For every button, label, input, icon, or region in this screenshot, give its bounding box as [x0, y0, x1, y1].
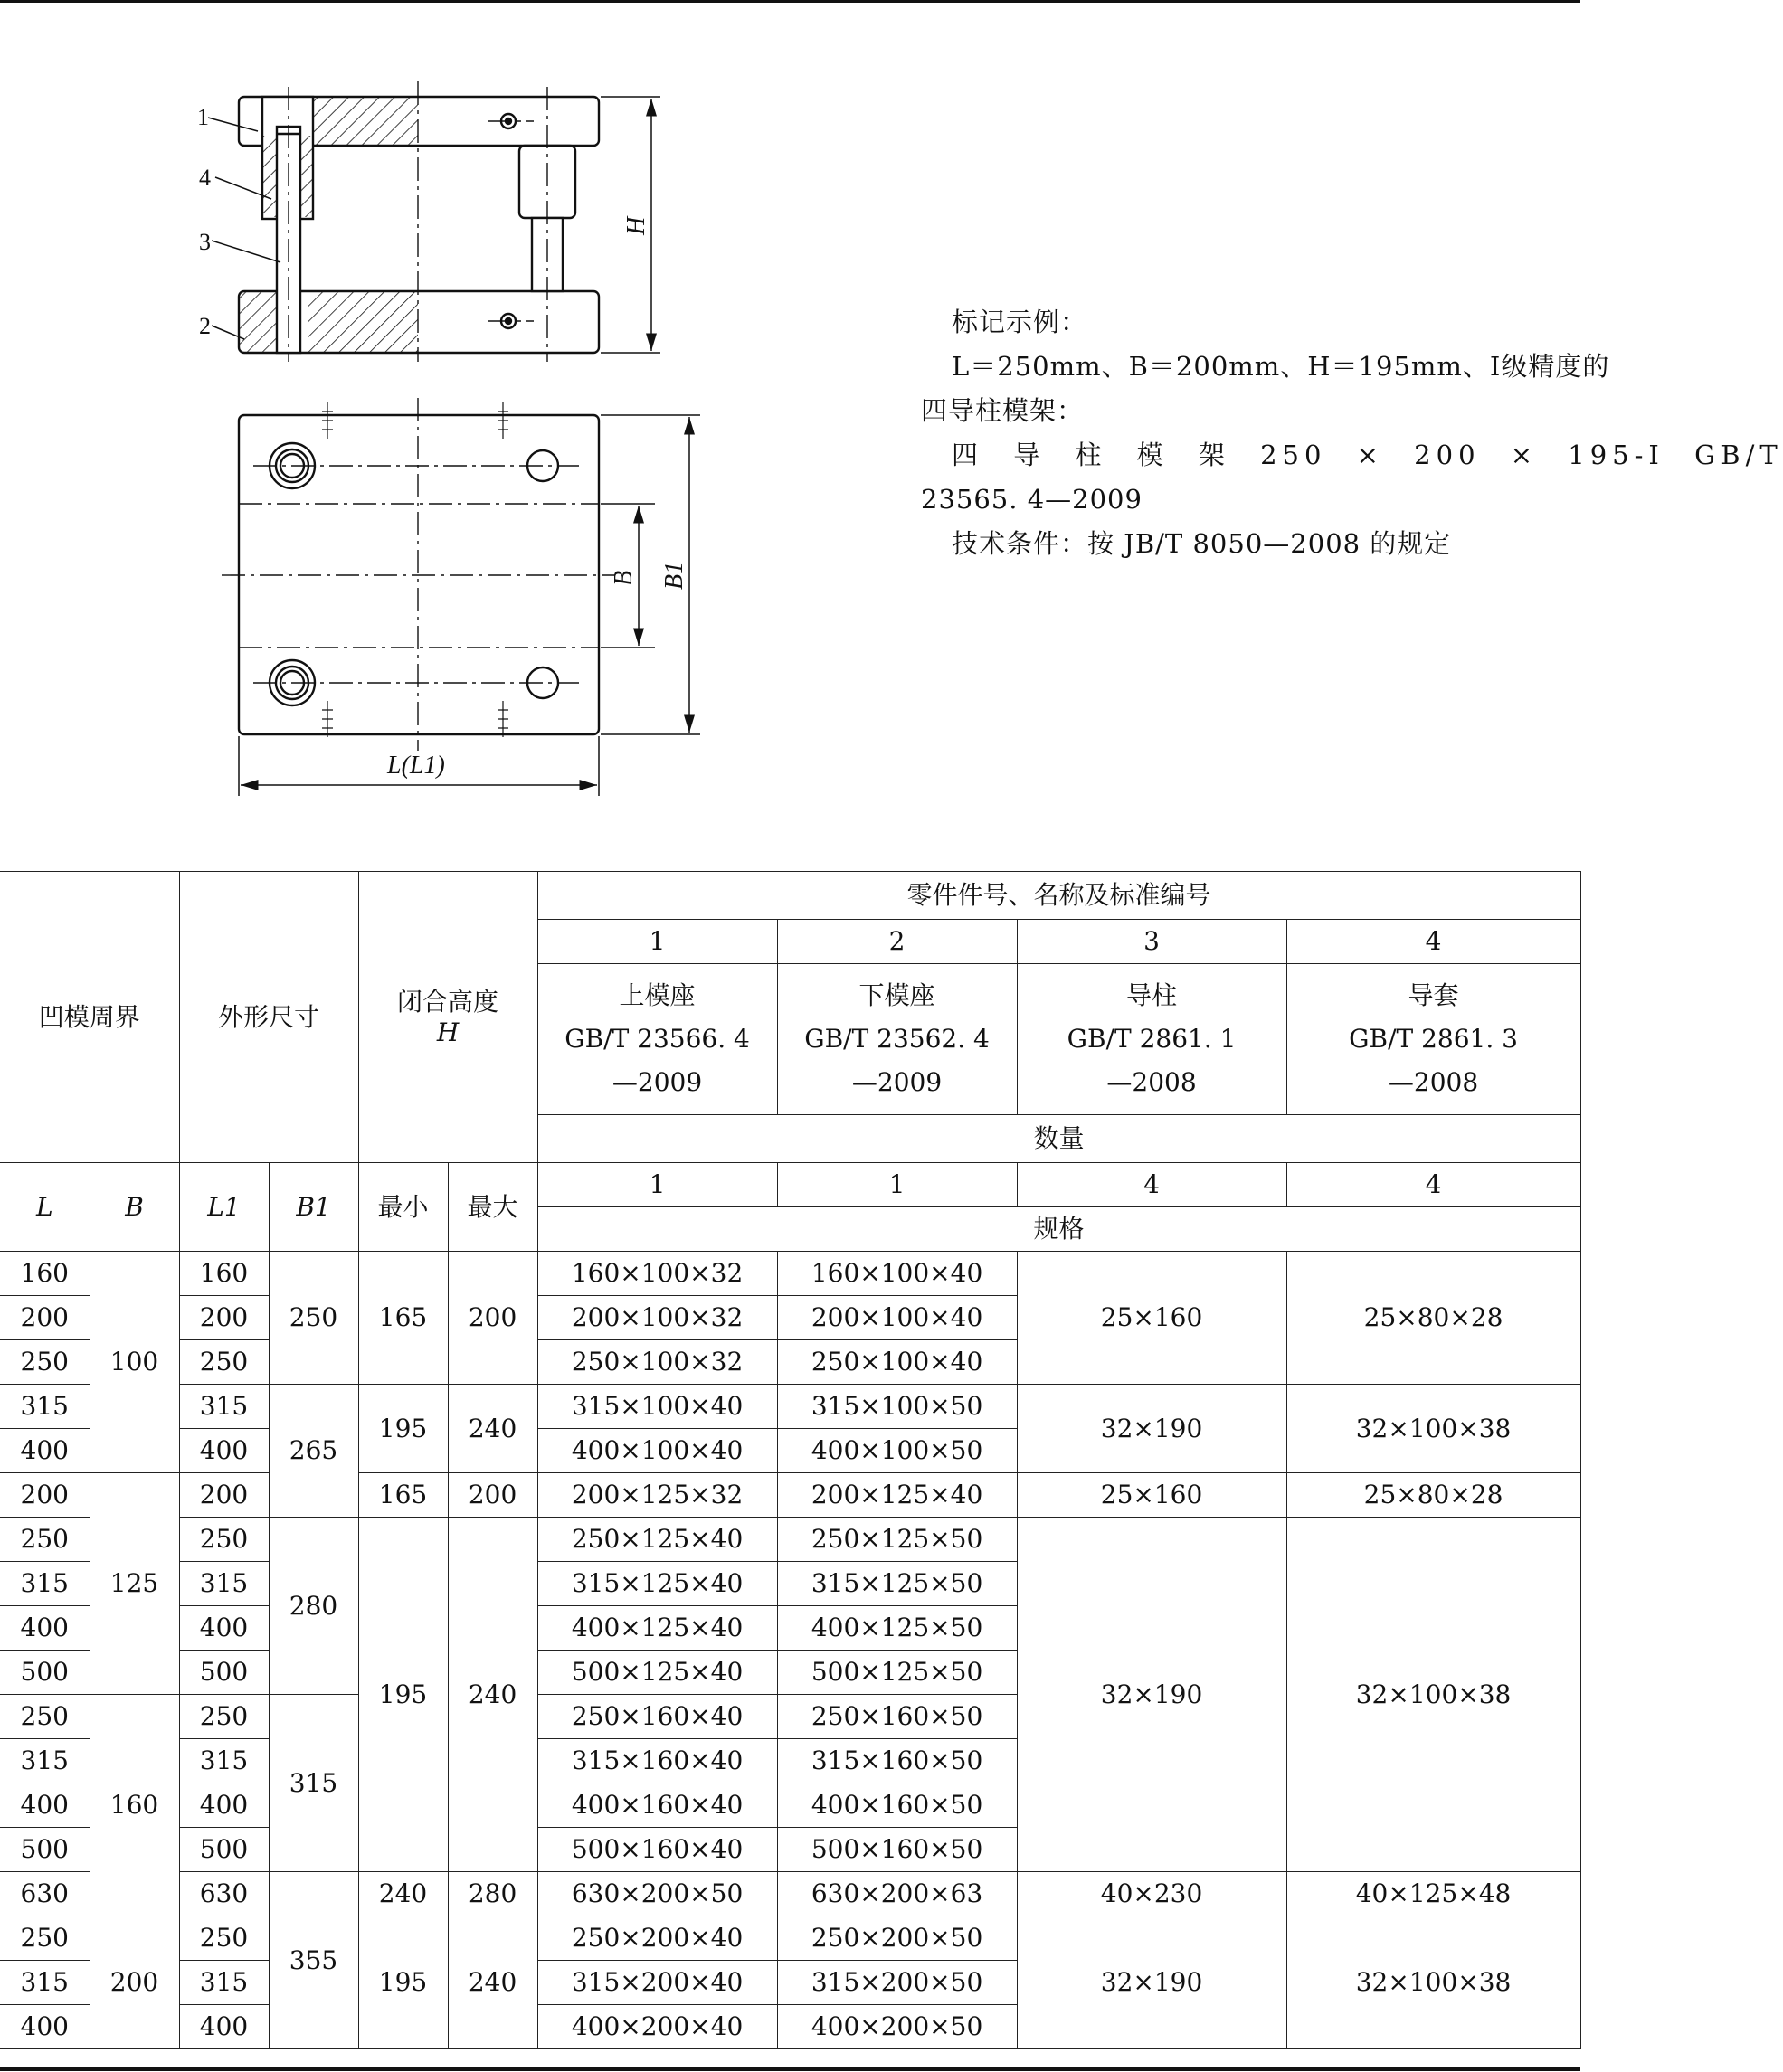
cell-bush: 25×80×28 — [1286, 1473, 1580, 1518]
cell-upper: 200×100×32 — [537, 1296, 777, 1340]
bottom-rule — [0, 2067, 1580, 2071]
die-set-drawing — [0, 0, 905, 814]
header-spec: 规格 — [537, 1207, 1580, 1252]
front-view — [239, 97, 599, 353]
cell-upper: 250×200×40 — [537, 1916, 777, 1961]
header-parts: 零件件号、名称及标准编号 — [537, 872, 1580, 920]
cell-l: 250 — [0, 1518, 90, 1562]
part-std: GB/T 23562. 4 — [804, 1024, 990, 1054]
sub-header-b: B — [90, 1163, 179, 1252]
cell-bush: 32×100×38 — [1286, 1518, 1580, 1872]
cell-lower: 500×160×50 — [777, 1828, 1017, 1872]
spec-table — [0, 871, 1581, 2049]
cell-hmin: 195 — [358, 1385, 448, 1473]
cell-hmax: 280 — [448, 1872, 537, 1916]
part-name-cell — [1286, 964, 1580, 1115]
cell-l: 160 — [0, 1252, 90, 1296]
cell-upper: 160×100×32 — [537, 1252, 777, 1296]
callout-3: 3 — [199, 229, 211, 255]
header-closed-height — [358, 872, 537, 1163]
cell-pillar: 25×160 — [1017, 1473, 1286, 1518]
cell-hmin: 195 — [358, 1518, 448, 1872]
cell-hmin: 165 — [358, 1473, 448, 1518]
table-row — [0, 1518, 1580, 1562]
cell-bush: 25×80×28 — [1286, 1252, 1580, 1385]
cell-b: 125 — [90, 1473, 179, 1695]
table-row — [0, 1252, 1580, 1296]
cell-l: 400 — [0, 1429, 90, 1473]
cell-upper: 500×160×40 — [537, 1828, 777, 1872]
cell-lower: 400×125×50 — [777, 1606, 1017, 1651]
cell-upper: 315×100×40 — [537, 1385, 777, 1429]
marking-line-4: 23565. 4—2009 — [921, 484, 1143, 515]
cell-upper: 250×100×32 — [537, 1340, 777, 1385]
cell-lower: 400×200×50 — [777, 2005, 1017, 2049]
cell-l: 250 — [0, 1916, 90, 1961]
table-row — [0, 1385, 1580, 1429]
cell-pillar: 32×190 — [1017, 1518, 1286, 1872]
cell-lower: 250×100×40 — [777, 1340, 1017, 1385]
cell-upper: 630×200×50 — [537, 1872, 777, 1916]
part-year: —2009 — [612, 1067, 703, 1097]
part-std: GB/T 23566. 4 — [564, 1024, 750, 1054]
part-name: 下模座 — [858, 980, 935, 1010]
dim-b: B — [610, 570, 638, 586]
cell-l: 250 — [0, 1695, 90, 1739]
cell-l1: 315 — [179, 1385, 269, 1429]
cell-l: 315 — [0, 1562, 90, 1606]
cell-upper: 400×200×40 — [537, 2005, 777, 2049]
cell-hmax: 240 — [448, 1385, 537, 1473]
quantity: 1 — [777, 1163, 1017, 1207]
cell-l: 200 — [0, 1296, 90, 1340]
marking-title: 标记示例： — [952, 307, 1088, 337]
cell-hmax: 240 — [448, 1518, 537, 1872]
cell-bush: 32×100×38 — [1286, 1916, 1580, 2049]
cell-pillar: 40×230 — [1017, 1872, 1286, 1916]
cell-lower: 630×200×63 — [777, 1872, 1017, 1916]
sub-header-min: 最小 — [358, 1163, 448, 1252]
cell-l: 500 — [0, 1828, 90, 1872]
cell-upper: 400×160×40 — [537, 1783, 777, 1828]
cell-lower: 315×100×50 — [777, 1385, 1017, 1429]
sub-header-b1: B1 — [269, 1163, 358, 1252]
dim-b1: B1 — [660, 561, 688, 590]
marking-line-1: L＝250mm、B＝200mm、H＝195mm、Ⅰ级精度的 — [952, 351, 1610, 382]
cell-lower: 200×125×40 — [777, 1473, 1017, 1518]
cell-hmax: 200 — [448, 1473, 537, 1518]
cell-l: 400 — [0, 2005, 90, 2049]
cell-lower: 200×100×40 — [777, 1296, 1017, 1340]
cell-l: 315 — [0, 1961, 90, 2005]
callout-1: 1 — [197, 104, 209, 130]
cell-upper: 250×125×40 — [537, 1518, 777, 1562]
cell-l: 400 — [0, 1606, 90, 1651]
part-name: 上模座 — [619, 980, 696, 1010]
cell-upper: 315×125×40 — [537, 1562, 777, 1606]
marking-line-2: 四导柱模架： — [921, 395, 1085, 426]
cell-l: 400 — [0, 1783, 90, 1828]
cell-bush: 32×100×38 — [1286, 1385, 1580, 1473]
marking-example — [921, 300, 1783, 566]
cell-l1: 500 — [179, 1651, 269, 1695]
part-name: 导套 — [1408, 980, 1459, 1010]
cell-upper: 200×125×32 — [537, 1473, 777, 1518]
cell-lower: 160×100×40 — [777, 1252, 1017, 1296]
cell-l: 200 — [0, 1473, 90, 1518]
cell-upper: 315×160×40 — [537, 1739, 777, 1783]
cell-l: 630 — [0, 1872, 90, 1916]
part-year: —2008 — [1106, 1067, 1197, 1097]
sub-header-l: L — [0, 1163, 90, 1252]
header-quantity: 数量 — [537, 1115, 1580, 1163]
part-number: 2 — [777, 920, 1017, 964]
cell-b: 160 — [90, 1695, 179, 1916]
part-name: 导柱 — [1126, 980, 1178, 1010]
table-row — [0, 1872, 1580, 1916]
cell-lower: 400×100×50 — [777, 1429, 1017, 1473]
cell-lower: 250×125×50 — [777, 1518, 1017, 1562]
cell-l: 315 — [0, 1385, 90, 1429]
cell-upper: 315×200×40 — [537, 1961, 777, 2005]
cell-l1: 315 — [179, 1739, 269, 1783]
table-row — [0, 1916, 1580, 1961]
part-number: 4 — [1286, 920, 1580, 964]
cell-lower: 400×160×50 — [777, 1783, 1017, 1828]
marking-line-5: 技术条件：按 JB/T 8050—2008 的规定 — [952, 528, 1452, 559]
header-die-perimeter: 凹模周界 — [0, 872, 179, 1163]
part-number: 3 — [1017, 920, 1286, 964]
cell-l1: 250 — [179, 1340, 269, 1385]
dim-h: H — [622, 216, 650, 235]
cell-lower: 315×125×50 — [777, 1562, 1017, 1606]
cell-b1: 265 — [269, 1385, 358, 1518]
part-std: GB/T 2861. 3 — [1349, 1024, 1518, 1054]
sub-header-max: 最大 — [448, 1163, 537, 1252]
part-number: 1 — [537, 920, 777, 964]
cell-b1: 280 — [269, 1518, 358, 1695]
header-closed-height-symbol: H — [436, 1017, 460, 1047]
cell-l1: 630 — [179, 1872, 269, 1916]
cell-l: 315 — [0, 1739, 90, 1783]
cell-upper: 400×100×40 — [537, 1429, 777, 1473]
cell-l1: 200 — [179, 1296, 269, 1340]
quantity: 1 — [537, 1163, 777, 1207]
cell-l1: 315 — [179, 1961, 269, 2005]
cell-hmax: 240 — [448, 1916, 537, 2049]
cell-l: 500 — [0, 1651, 90, 1695]
cell-upper: 500×125×40 — [537, 1651, 777, 1695]
cell-lower: 250×160×50 — [777, 1695, 1017, 1739]
cell-bush: 40×125×48 — [1286, 1872, 1580, 1916]
cell-l1: 250 — [179, 1695, 269, 1739]
cell-pillar: 32×190 — [1017, 1385, 1286, 1473]
cell-l1: 400 — [179, 1429, 269, 1473]
cell-l1: 400 — [179, 2005, 269, 2049]
cell-b: 100 — [90, 1252, 179, 1473]
part-name-cell — [1017, 964, 1286, 1115]
cell-hmin: 240 — [358, 1872, 448, 1916]
callout-2: 2 — [199, 313, 211, 339]
cell-lower: 250×200×50 — [777, 1916, 1017, 1961]
cell-l1: 400 — [179, 1606, 269, 1651]
sub-header-l1: L1 — [179, 1163, 269, 1252]
cell-b1: 315 — [269, 1695, 358, 1872]
cell-lower: 315×200×50 — [777, 1961, 1017, 2005]
callout-4: 4 — [199, 165, 211, 191]
cell-l1: 315 — [179, 1562, 269, 1606]
cell-l1: 500 — [179, 1828, 269, 1872]
cell-l1: 250 — [179, 1916, 269, 1961]
part-name-cell — [537, 964, 777, 1115]
cell-pillar: 25×160 — [1017, 1252, 1286, 1385]
marking-line-3: 四 导 柱 模 架 250 × 200 × 195-Ⅰ GB/T — [952, 440, 1783, 470]
cell-hmax: 200 — [448, 1252, 537, 1385]
cell-pillar: 32×190 — [1017, 1916, 1286, 2049]
cell-b1: 355 — [269, 1872, 358, 2049]
quantity: 4 — [1286, 1163, 1580, 1207]
cell-hmin: 165 — [358, 1252, 448, 1385]
table-row — [0, 1473, 1580, 1518]
part-name-cell — [777, 964, 1017, 1115]
cell-l1: 200 — [179, 1473, 269, 1518]
part-std: GB/T 2861. 1 — [1067, 1024, 1237, 1054]
dim-l: L(L1) — [387, 752, 445, 780]
cell-l1: 400 — [179, 1783, 269, 1828]
cell-lower: 500×125×50 — [777, 1651, 1017, 1695]
quantity: 4 — [1017, 1163, 1286, 1207]
cell-l: 250 — [0, 1340, 90, 1385]
cell-l1: 250 — [179, 1518, 269, 1562]
part-year: —2009 — [851, 1067, 943, 1097]
cell-lower: 315×160×50 — [777, 1739, 1017, 1783]
cell-upper: 400×125×40 — [537, 1606, 777, 1651]
cell-l1: 160 — [179, 1252, 269, 1296]
cell-upper: 250×160×40 — [537, 1695, 777, 1739]
header-closed-height-label: 闭合高度 — [397, 986, 499, 1017]
part-year: —2008 — [1388, 1067, 1479, 1097]
cell-b: 200 — [90, 1916, 179, 2049]
cell-hmin: 195 — [358, 1916, 448, 2049]
cell-b1: 250 — [269, 1252, 358, 1385]
header-outer-size: 外形尺寸 — [179, 872, 358, 1163]
